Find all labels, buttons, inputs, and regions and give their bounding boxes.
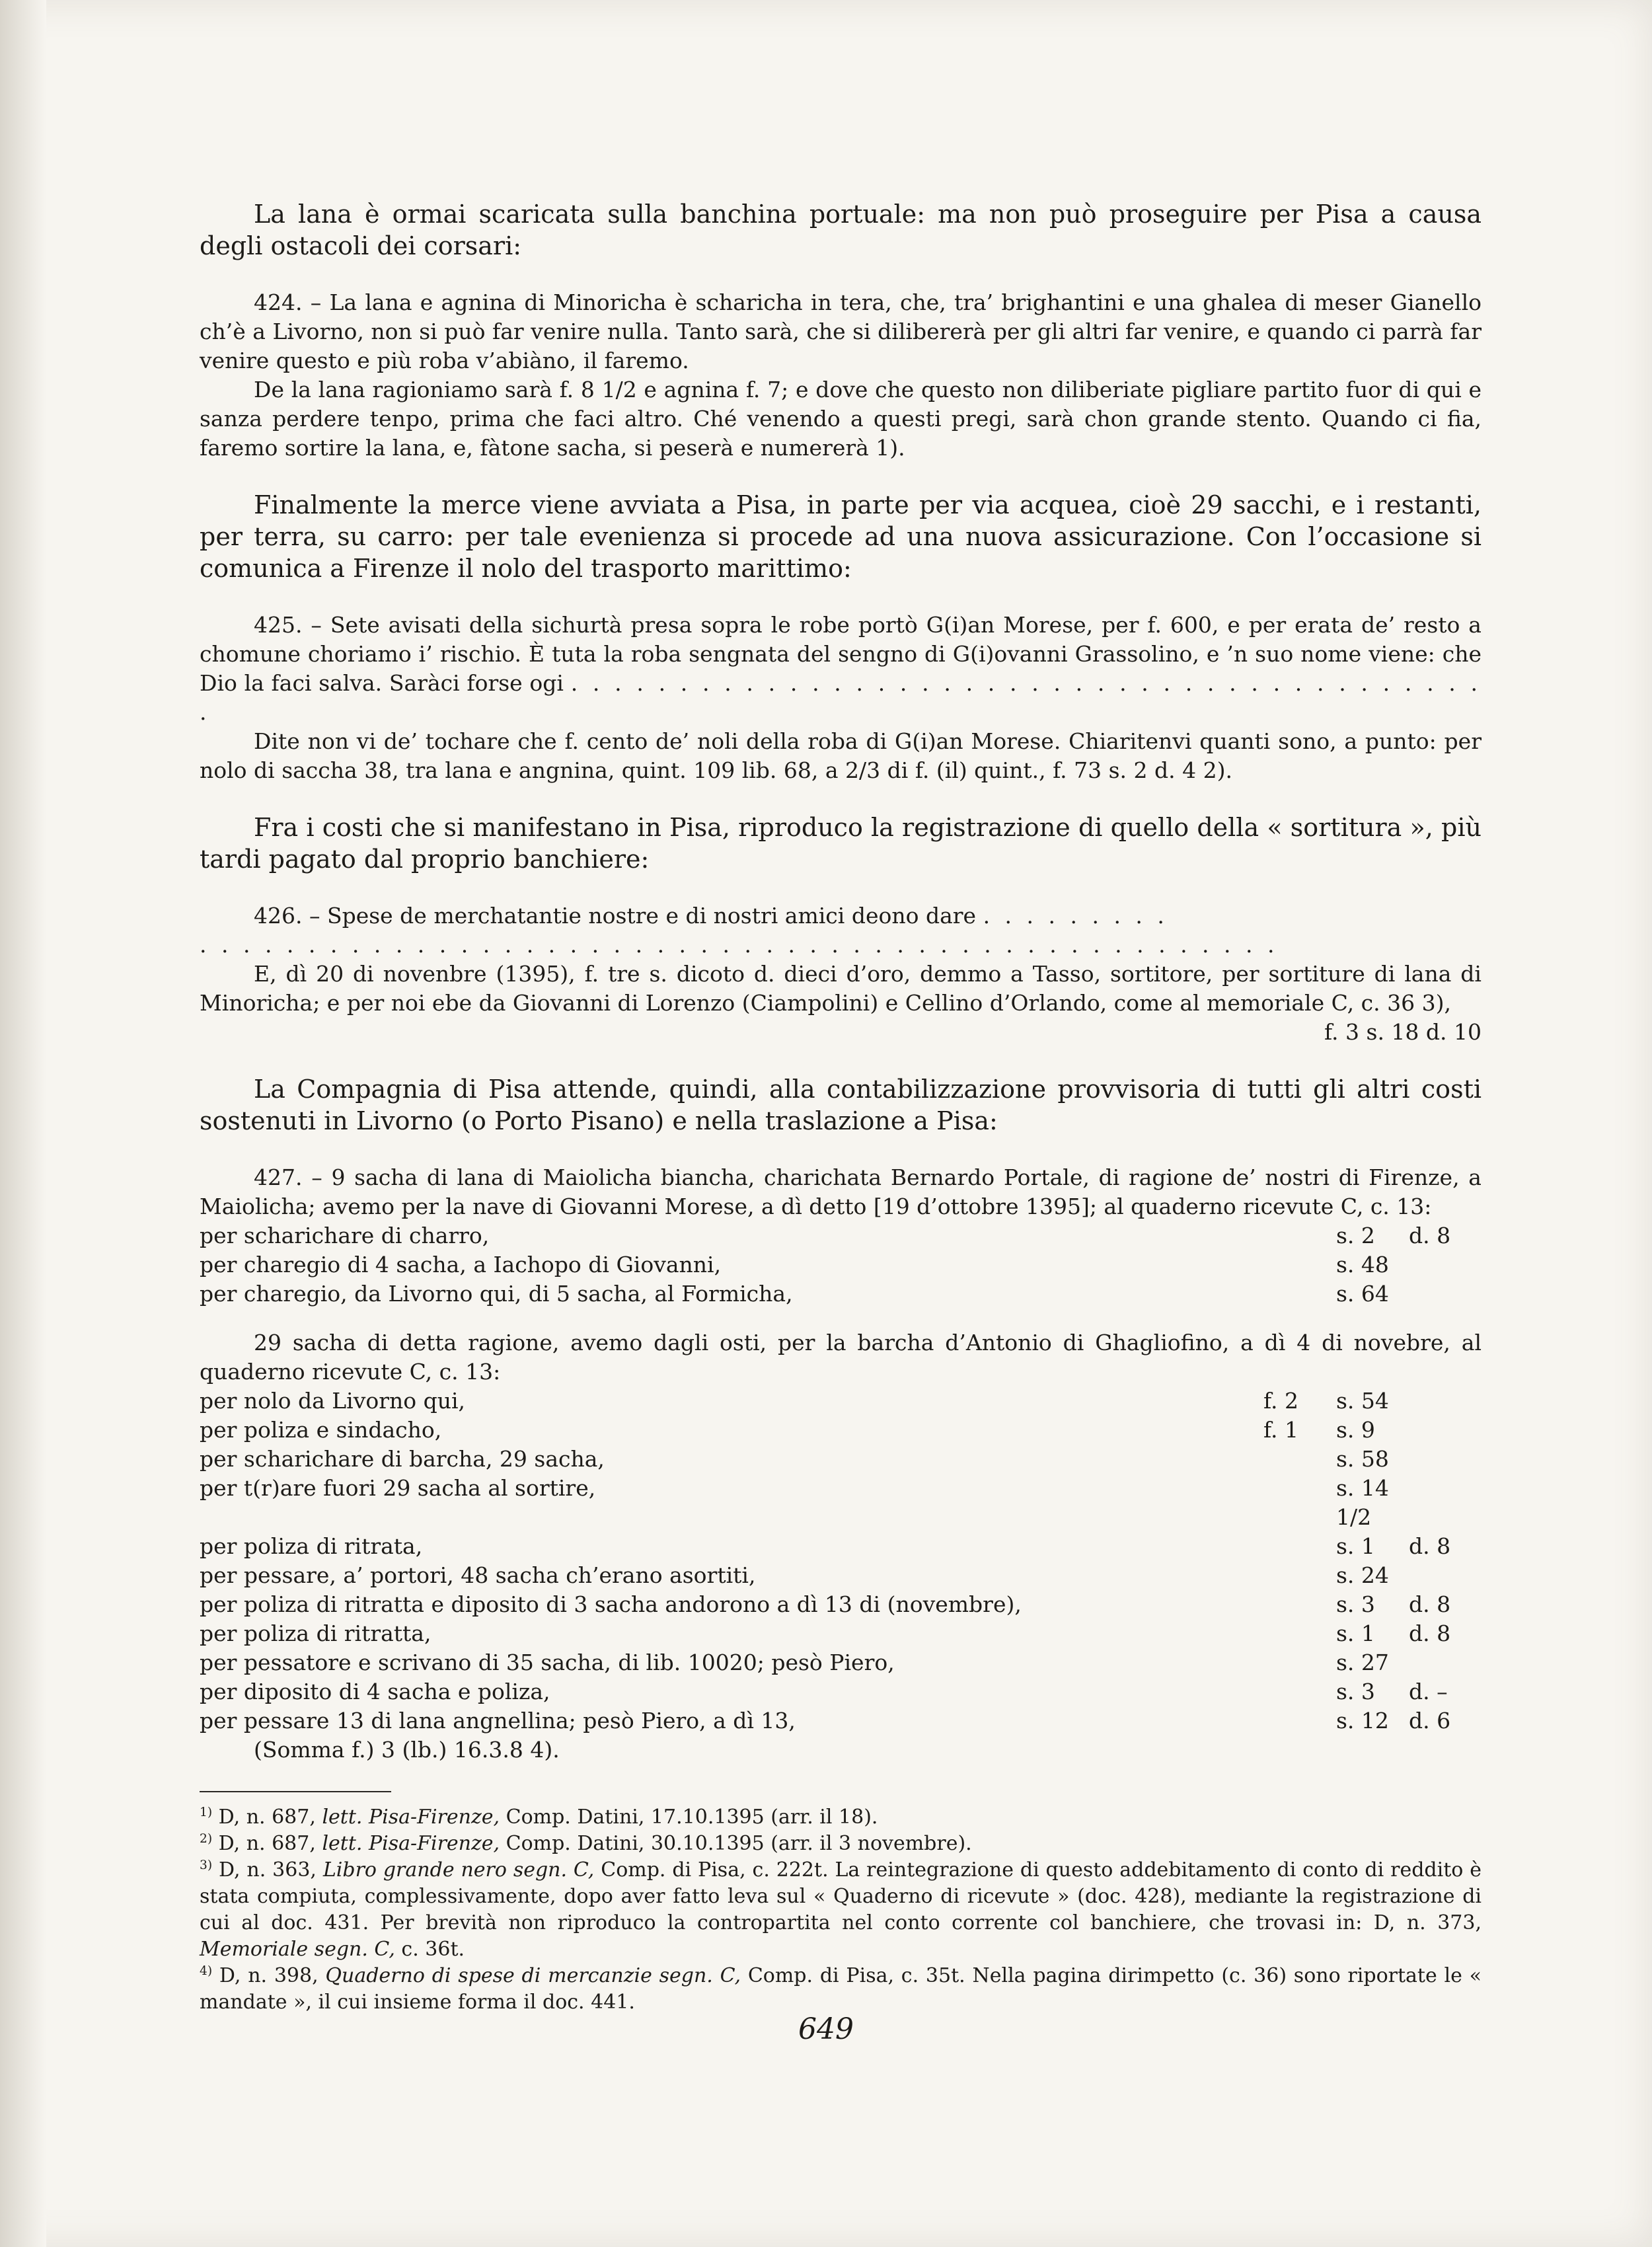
doc425-paragraph-1 xyxy=(200,611,1482,727)
doc424-paragraph-1: 424. – La lana e agnina di Minoricha è scharicha in tera, che, tra’ brighantini e una ghalea di meser Gianello ch’è a Livorno, non si può far venire nulla. Tanto sarà, che si dilibererà per gli altri far venire, e quando ci parrà far venire questo e più roba v’abiàno, il faremo. xyxy=(200,289,1482,373)
footnote-text: D, n. 687, xyxy=(218,1806,322,1829)
footnote xyxy=(200,1857,1482,1963)
document-424 xyxy=(200,288,1482,463)
ledger-florins: f. 2 xyxy=(1263,1388,1299,1414)
footnote-mark: 1) xyxy=(200,1806,213,1819)
doc426-heading xyxy=(200,901,1482,931)
ledger-soldi: s. 1 xyxy=(1336,1533,1375,1559)
doc424-paragraph-2: De la lana ragioniamo sarà f. 8 1/2 e agnina f. 7; e dove che questo non diliberiate pigliare partito fuor di qui e sanza perdere tenpo, prima che faci altro. Ché venendo a questi pregi, sarà chon grande stento. Quando ci fia, faremo sortire la lana, e, fàtone sacha, si peserà e numererà 1). xyxy=(200,377,1482,461)
ledger-label: per poliza di ritrata, xyxy=(200,1533,423,1559)
ellipsis-line: . . . . . . . . . . . . . . . . . . . . . . . . . . . . . . . . . . . . . . . . . . . . . . . . . . xyxy=(200,932,1279,958)
footnote-text: Comp. Datini, 30.10.1395 (arr. il 3 novembre). xyxy=(500,1832,972,1855)
footnote-title: Memoriale segn. C, xyxy=(200,1938,395,1961)
ledger-label: per t(r)are fuori 29 sacha al sortire, xyxy=(200,1475,596,1501)
ledger-row xyxy=(200,1561,1482,1590)
ledger-group-2 xyxy=(200,1387,1482,1735)
intro-paragraph-2: Finalmente la merce viene avviata a Pisa, in parte per via acquea, cioè 29 sacchi, e i restanti, per terra, su carro: per tale evenienza si procede ad una nuova assicurazione. Con l’occasione si comunica a Firenze il nolo del trasporto marittimo: xyxy=(200,490,1482,583)
intro-paragraph-3: Fra i costi che si manifestano in Pisa, riproduco la registrazione di quello della « sortitura », più tardi pagato dal proprio banchiere: xyxy=(200,813,1482,874)
ledger-row xyxy=(200,1590,1482,1619)
ledger-soldi: s. 14 1/2 xyxy=(1336,1475,1389,1530)
ledger-soldi: s. 1 xyxy=(1336,1620,1375,1646)
ledger-label: per diposito di 4 sacha e poliza, xyxy=(200,1679,550,1704)
doc426-text: 426. – Spese de merchatantie nostre e di nostri amici deono dare xyxy=(254,903,977,929)
ledger-row xyxy=(200,1416,1482,1445)
ellipsis-dots: . . . . . . . . . xyxy=(983,903,1168,929)
footnote-text: D, n. 398, xyxy=(219,1964,326,1987)
ledger-denari: d. 8 xyxy=(1409,1223,1451,1248)
ledger-group-1 xyxy=(200,1221,1482,1309)
footnote-title: Quaderno di spese di mercanzie segn. C, xyxy=(325,1964,741,1987)
ledger-soldi: s. 48 xyxy=(1336,1252,1389,1277)
footnote-text: c. 36t. xyxy=(394,1938,465,1961)
doc425-text: 425. – Sete avisati della sichurtà presa sopra le robe portò G(i)an Morese, per f. 600, e per erata de’ resto a chomune choriamo i’ rischio. È tuta la roba sengnata del sengno di G(i)ovanni Grassolino, e ’n suo nome viene: che Dio la faci salva. Saràci forse ogi xyxy=(200,612,1482,696)
ledger-soldi: s. 24 xyxy=(1336,1562,1389,1588)
ledger-florins: f. 1 xyxy=(1263,1417,1299,1443)
page-number: 649 xyxy=(798,2012,854,2046)
doc427-total: (Somma f.) 3 (lb.) 16.3.8 4). xyxy=(254,1737,560,1763)
ledger-row xyxy=(200,1677,1482,1706)
ledger-label: per pessare, a’ portori, 48 sacha ch’erano asortiti, xyxy=(200,1562,756,1588)
doc426-entry: E, dì 20 di novenbre (1395), f. tre s. dicoto d. dieci d’oro, demmo a Tasso, sortitore, per sortiture di lana di Minoricha; e per noi ebe da Giovanni di Lorenzo (Ciampolini) e Cellino d’Orlando, come al memoriale C, c. 36 3), xyxy=(200,961,1482,1016)
ledger-denari: d. 6 xyxy=(1409,1708,1451,1733)
ledger-label: per poliza e sindacho, xyxy=(200,1417,442,1443)
binding-gutter xyxy=(0,0,46,2247)
ledger-soldi: s. 54 xyxy=(1336,1388,1389,1414)
ledger-row xyxy=(200,1221,1482,1250)
footnote-text: D, n. 363, xyxy=(218,1858,323,1882)
ledger-row xyxy=(200,1619,1482,1648)
ledger-row xyxy=(200,1279,1482,1309)
footnote-text: Comp. Datini, 17.10.1395 (arr. il 18). xyxy=(500,1806,878,1829)
doc427-paragraph-1: 427. – 9 sacha di lana di Maiolicha biancha, charichata Bernardo Portale, di ragione de’ nostri di Firenze, a Maiolicha; avemo per la nave di Giovanni Morese, a dì detto [19 d’ottobre 1395]; al quaderno ricevute C, c. 13: xyxy=(200,1164,1482,1219)
ledger-row xyxy=(200,1474,1482,1532)
footnote xyxy=(200,1804,1482,1831)
ledger-soldi: s. 2 xyxy=(1336,1223,1375,1248)
ledger-denari: d. – xyxy=(1409,1679,1448,1704)
ledger-label: per charegio, da Livorno qui, di 5 sacha, al Formicha, xyxy=(200,1281,793,1307)
ledger-denari: d. 8 xyxy=(1409,1620,1451,1646)
ledger-soldi: s. 3 xyxy=(1336,1679,1375,1704)
footnote-title: lett. Pisa-Firenze, xyxy=(322,1832,500,1855)
ledger-row xyxy=(200,1648,1482,1677)
footnote-text: Comp. di Pisa, c. 222t. La reintegrazione di questo addebitamento di conto di reddito è stata compiuta, complessivamente, dopo aver fatto leva sul « Quaderno di ricevute » (doc. 428), mediante la registrazione di cui al doc. 431. Per brevità non riproduco la contropartita nel conto corrente col banchiere, che trovasi in: D, n. 373, xyxy=(200,1858,1482,1934)
footnote-mark: 2) xyxy=(200,1832,213,1846)
ledger-soldi: s. 9 xyxy=(1336,1417,1375,1443)
page-body xyxy=(200,198,1482,2016)
ledger-soldi: s. 64 xyxy=(1336,1281,1389,1307)
ledger-label: per scharichare di barcha, 29 sacha, xyxy=(200,1446,605,1472)
ledger-row xyxy=(200,1445,1482,1474)
ledger-soldi: s. 3 xyxy=(1336,1591,1375,1617)
ledger-row xyxy=(200,1706,1482,1735)
ledger-soldi: s. 27 xyxy=(1336,1650,1389,1675)
footnote xyxy=(200,1831,1482,1857)
ledger-row xyxy=(200,1250,1482,1279)
footnotes xyxy=(200,1804,1482,2016)
ledger-denari: d. 8 xyxy=(1409,1591,1451,1617)
footnote-text: D, n. 687, xyxy=(218,1832,322,1855)
ledger-row xyxy=(200,1532,1482,1561)
footnote-text: Comp. di Pisa, c. 35t. Nella pagina dirimpetto (c. 36) sono riportate le « mandate », il cui insieme forma il doc. 441. xyxy=(200,1964,1482,2014)
footnote-title: lett. Pisa-Firenze, xyxy=(322,1806,500,1829)
intro-paragraph-1: La lana è ormai scaricata sulla banchina portuale: ma non può proseguire per Pisa a causa degli ostacoli dei corsari: xyxy=(200,200,1482,260)
footnote-mark: 4) xyxy=(200,1964,213,1978)
footnote-rule xyxy=(200,1791,391,1792)
ledger-soldi: s. 12 xyxy=(1336,1708,1389,1733)
doc427-paragraph-2: 29 sacha di detta ragione, avemo dagli osti, per la barcha d’Antonio di Ghagliofino, a dì 4 di novebre, al quaderno ricevute C, c. 13: xyxy=(200,1330,1482,1385)
ledger-label: per poliza di ritratta, xyxy=(200,1620,432,1646)
ledger-denari: d. 8 xyxy=(1409,1533,1451,1559)
footnote-mark: 3) xyxy=(200,1858,213,1872)
doc425-paragraph-2: Dite non vi de’ tochare che f. cento de’ noli della roba di G(i)an Morese. Chiaritenvi quanti sono, a punto: per nolo di saccha 38, tra lana e angnina, quint. 109 lib. 68, a 2/3 di f. (il) quint., f. 73 s. 2 d. 4 2). xyxy=(200,728,1482,783)
intro-paragraph-4: La Compagnia di Pisa attende, quindi, alla contabilizzazione provvisoria di tutti gli altri costi sostenuti in Livorno (o Porto Pisano) e nella traslazione a Pisa: xyxy=(200,1075,1482,1135)
ledger-label: per scharichare di charro, xyxy=(200,1223,490,1248)
footnote-title: Libro grande nero segn. C, xyxy=(322,1858,595,1882)
doc426-amount-row xyxy=(200,1018,1482,1047)
ledger-row xyxy=(200,1387,1482,1416)
doc426-amount: f. 3 s. 18 d. 10 xyxy=(1324,1019,1482,1045)
ledger-soldi: s. 58 xyxy=(1336,1446,1389,1472)
ledger-label: per charegio di 4 sacha, a Iachopo di Giovanni, xyxy=(200,1252,722,1277)
ellipsis-dots: . . . . . . . . . . . . . . . . . . . . . . . . . . . . . . . . . . . . . . . . . . . xyxy=(200,670,1482,725)
ledger-label: per pessatore e scrivano di 35 sacha, di lib. 10020; pesò Piero, xyxy=(200,1650,895,1675)
ledger-label: per nolo da Livorno qui, xyxy=(200,1388,466,1414)
document-425 xyxy=(200,611,1482,785)
ledger-label: per pessare 13 di lana angnellina; pesò Piero, a dì 13, xyxy=(200,1708,796,1733)
footnote xyxy=(200,1963,1482,2016)
document-427 xyxy=(200,1163,1482,1765)
ledger-label: per poliza di ritratta e diposito di 3 sacha andorono a dì 13 di (novembre), xyxy=(200,1591,1022,1617)
document-426 xyxy=(200,901,1482,1047)
